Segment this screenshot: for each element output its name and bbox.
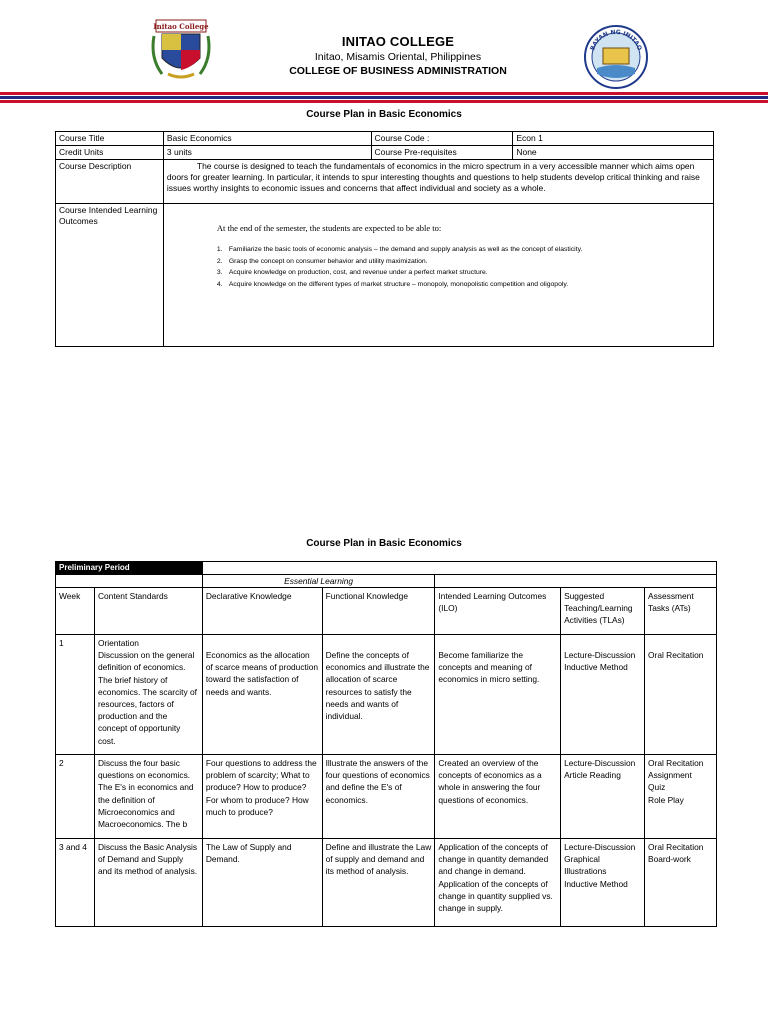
course-plan-title-2: Course Plan in Basic Economics bbox=[306, 538, 462, 549]
ilo-list bbox=[217, 244, 710, 290]
college-title-block bbox=[220, 34, 576, 78]
functional-cell: Define the concepts of economics and illustrate the allocation of scarce resources to satisfy the needs and wants of individual. bbox=[322, 635, 435, 755]
content-cell: Discuss the four basic questions on economics. The E's in economics and the definition of Microeconomics and Macroeconomics. The b bbox=[94, 755, 202, 839]
header-stripes bbox=[0, 92, 768, 104]
declarative-cell: The Law of Supply and Demand. bbox=[202, 839, 322, 927]
preliminary-period-table bbox=[55, 561, 717, 927]
credit-units-label: Credit Units bbox=[56, 146, 164, 160]
table-row bbox=[56, 635, 717, 755]
prereq-label: Course Pre-requisites bbox=[371, 146, 513, 160]
at-header: Assessment Tasks (ATs) bbox=[645, 588, 717, 635]
tla-cell: Lecture-Discussion Article Reading bbox=[561, 755, 645, 839]
course-code-label: Course Code : bbox=[371, 132, 513, 146]
table-row bbox=[56, 755, 717, 839]
tla-cell: Lecture-Discussion Inductive Method bbox=[561, 635, 645, 755]
course-info-table bbox=[55, 131, 714, 347]
functional-cell: Illustrate the answers of the four questions of economics and define the E's of economics. bbox=[322, 755, 435, 839]
ilo-content bbox=[163, 204, 713, 347]
at-cell: Oral Recitation Board-work bbox=[645, 839, 717, 927]
ilo-header: Intended Learning Outcomes (ILO) bbox=[435, 588, 561, 635]
course-plan-title-1: Course Plan in Basic Economics bbox=[306, 109, 462, 120]
tla-cell: Lecture-Discussion Graphical Illustrations Inductive Method bbox=[561, 839, 645, 927]
municipal-seal-logo bbox=[583, 24, 649, 90]
declarative-knowledge-header: Declarative Knowledge bbox=[202, 588, 322, 635]
ilo-item: 2. Grasp the concept on consumer behavior and utility maximization. bbox=[216, 257, 428, 265]
course-description-value: The course is designed to teach the fundamentals of economics in the micro spectrum in a very accessible manner which aims open doors for greater learning. In particular, it intends to spur interesting thoughts and questions to help students develop critical thinking and raise issues worthy insights to economic issues and concerns that affect individual and society as a whole. bbox=[163, 160, 713, 204]
period-label: Preliminary Period bbox=[56, 562, 203, 575]
at-cell: Oral Recitation Assignment Quiz Role Play bbox=[645, 755, 717, 839]
at-cell: Oral Recitation bbox=[645, 635, 717, 755]
week-cell: 3 and 4 bbox=[56, 839, 95, 927]
initao-college-logo bbox=[148, 18, 214, 82]
ilo-cell: Application of the concepts of change in quantity demanded and change in demand. Application of the concepts of change in quantity supplied vs. change in supply. bbox=[435, 839, 561, 927]
course-description-label: Course Description bbox=[56, 160, 164, 204]
declarative-cell: Economics as the allocation of scarce means of production toward the satisfaction of needs and wants. bbox=[202, 635, 322, 755]
college-address: Initao, Misamis Oriental, Philippines bbox=[314, 51, 482, 63]
declarative-cell: Four questions to address the problem of scarcity; What to produce? How to produce? For whom to produce? How much to produce? bbox=[202, 755, 322, 839]
essential-learning-header: Essential Learning bbox=[202, 575, 435, 588]
college-name: INITAO COLLEGE bbox=[341, 34, 455, 49]
content-cell: Discuss the Basic Analysis of Demand and Supply and its method of analysis. bbox=[94, 839, 202, 927]
ilo-item: 3. Acquire knowledge on production, cost, and revenue under a perfect market structure. bbox=[216, 269, 488, 276]
functional-cell: Define and illustrate the Law of supply and demand and its method of analysis. bbox=[322, 839, 435, 927]
ilo-cell: Created an overview of the concepts of economics as a whole in answering the four questions of economics. bbox=[435, 755, 561, 839]
week-header: Week bbox=[56, 588, 95, 635]
svg-text:Initao College: Initao College bbox=[153, 22, 209, 31]
ilo-item: 4. Acquire knowledge on the different types of market structure – monopoly, monopolistic competition and oligopoly. bbox=[216, 280, 569, 288]
table-row bbox=[56, 839, 717, 927]
credit-units-value: 3 units bbox=[163, 146, 371, 160]
ilo-label: Course Intended Learning Outcomes bbox=[56, 204, 164, 347]
college-department: COLLEGE OF BUSINESS ADMINISTRATION bbox=[289, 65, 507, 77]
functional-knowledge-header: Functional Knowledge bbox=[322, 588, 435, 635]
ilo-intro: At the end of the semester, the students are expected to be able to: bbox=[216, 223, 442, 233]
ilo-item: 1. Familiarize the basic tools of economic analysis – the demand and supply analysis as well as the concept of elasticity. bbox=[216, 246, 583, 253]
course-title-label: Course Title bbox=[56, 132, 164, 146]
prereq-value: None bbox=[513, 146, 714, 160]
svg-text:BAYAN NG INITAO: BAYAN NG INITAO bbox=[589, 28, 643, 52]
document-header bbox=[0, 0, 768, 110]
week-cell: 2 bbox=[56, 755, 95, 839]
week-cell: 1 bbox=[56, 635, 95, 755]
ilo-cell: Become familiarize the concepts and meaning of economics in micro setting. bbox=[435, 635, 561, 755]
content-cell: Orientation Discussion on the general definition of economics. The brief history of economics. The scarcity of resources, factors of production and the concept of opportunity cost. bbox=[94, 635, 202, 755]
content-standards-header: Content Standards bbox=[94, 588, 202, 635]
tla-header: Suggested Teaching/Learning Activities (TLAs) bbox=[561, 588, 645, 635]
course-title-value: Basic Economics bbox=[163, 132, 371, 146]
course-code-value: Econ 1 bbox=[513, 132, 714, 146]
